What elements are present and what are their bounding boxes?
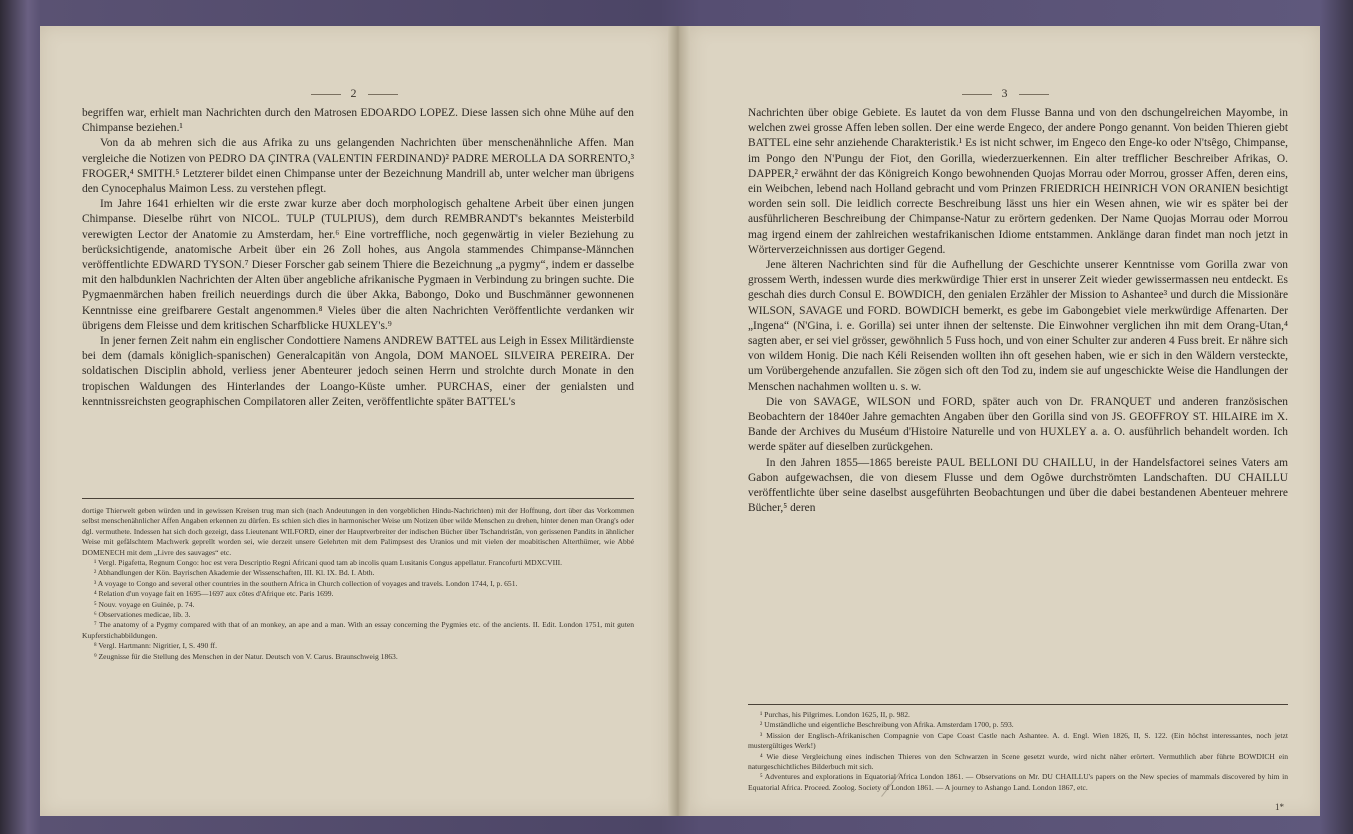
paragraph: In jener fernen Zeit nahm ein englischer Condottiere Namens ANDREW BATTEL aus Leigh in Essex Militärdienste bei dem (damals königlich-spanischen) Generalcapitän von Angola, DOM MANOEL SILVEIRA PEREIRA. Der soldatischen Disciplin abhold, verliess jener Abenteurer jedoch seinen Herrn und strolchte durch Monate in den tropischen Waldungen des Hinterlandes der Loango-Küste umher. PURCHAS, einer der genialsten und kenntnissreichsten geographischen Compilatoren aller Zeiten, veröffentlichte später BATTEL's — [82, 335, 634, 408]
footnote: ⁵ Adventures and explorations in Equatorial Africa London 1861. — Observations on Mr. DU CHAILLU's papers on the New species of mammals discovered by him in Equatorial Africa. Proceed. Zoolog. Society of London 1861. — A journey to Ashango Land. London 1867, etc. — [748, 772, 1288, 792]
right-footnotes — [748, 710, 1288, 793]
footnote: ³ Mission der Englisch-Afrikanischen Compagnie von Cape Coast Castle nach Ashantee. A. d. Engl. Wien 1826, II, S. 122. (Ein höchst interessantes, noch jetzt mustergültiges Werk!) — [748, 730, 1288, 751]
footnote: ⁴ Relation d'un voyage fait en 1695—1697 aux côtes d'Afrique etc. Paris 1699. — [94, 589, 334, 599]
paragraph: Die von SAVAGE, WILSON und FORD, später auch von Dr. FRANQUET und anderen französischen Beobachtern der 1840er Jahre gemachten Angaben über den Gorilla sind von JS. GEOFFROY ST. HILAIRE im X. Bande der Archives du Muséum d'Histoire Naturelle und von HUXLEY a. a. O. ausführlich behandelt worden. Ich werde später auf dieselben zurückgehen. — [748, 395, 1288, 454]
left-page — [40, 26, 668, 816]
paragraph: In den Jahren 1855—1865 bereiste PAUL BELLONI DU CHAILLU, in der Handelsfactorei seines Vaters am Gabon aufgewachsen, die von diesem Flusse und dem Ogôwe durchströmten Landschaften. DU CHAILLU veröffentlichte über seine daselbst ausgeführten Beobachtungen und über die dabei bestandenen Abenteuer mehrere Bücher,⁵ deren — [748, 456, 1288, 515]
right-body-text — [748, 106, 1288, 516]
page-number-left: 2 — [40, 86, 668, 101]
left-footnotes — [82, 506, 634, 662]
right-page — [690, 26, 1320, 816]
paragraph: Nachrichten über obige Gebiete. Es lautet da von dem Flusse Banna und von den dschungelreichen Mayombe, in welchen zwei grosse Affen leben sollen. Der eine werde Engeco, der andere Pongo genannt. Von beiden Thieren giebt BATTEL eine sehr anziehende Charakteristik.¹ Es ist nicht schwer, im Engeco den Enge-ko oder N'tsêgo, Chimpanse, im Pongo den N'Pungu der Fiot, den Gorilla, wiederzuerkennen. Ein alter trefflicher Beschreiber Afrikas, O. DAPPER,² erwähnt der das Königreich Kongo bewohnenden Quojas Morrau oder Morrou, grosser Affen, deren eins, ein Weibchen, lebend nach Holland gebracht und vom Prinzen FRIEDRICH HEINRICH VON ORANIEN besichtigt worden sein soll. Die leidlich correcte Beschreibung lässt uns hier ein Wesen ahnen, wie wir es später bei der ausführlicheren Beschreibung der Chimpanse-Natur zu erörtern gedenken. Der Name Quojas Morrau oder Morrou mag irgend einem der zahlreichen westafrikanischen Idiome entstammen. Anklänge daran findet man noch jetzt in Wörterverzeichnissen aus dortiger Gegend. — [748, 107, 1288, 256]
footnote: ⁷ The anatomy of a Pygmy compared with that of an monkey, an ape and a man. With an essay concerning the Pygmies etc. of the ancients. II. Edit. London 1751, mit guten Kupferstichabbildungen. — [82, 620, 634, 640]
footnote: ⁸ Vergl. Hartmann: Nigritier, I, S. 490 ff. — [94, 641, 217, 651]
footnote: ² Umständliche und eigentliche Beschreibung von Afrika. Amsterdam 1700, p. 593. — [760, 720, 1014, 730]
footnote: ² Abhandlungen der Kön. Bayrischen Akademie der Wissenschaften, III. Kl. IX. Bd. I. Abth. — [94, 568, 375, 578]
paragraph: Von da ab mehren sich die aus Afrika zu uns gelangenden Nachrichten über menschenähnliche Affen. Man vergleiche die Notizen von PEDRO DA ÇINTRA (VALENTIN FERDINAND)² PADRE MEROLLA DA SORRENTO,³ FROGER,⁴ SMITH.⁵ Letzterer bildet einen Chimpanse unter der Bezeichnung Mandrill ab, unter welcher man übrigens den Cynocephalus Maimon Less. zu verstehen pflegt. — [82, 137, 634, 196]
footnote: ³ A voyage to Congo and several other countries in the southern Africa in Church collection of voyages and travels. London 1744, I, p. 651. — [94, 578, 518, 588]
paragraph: Jene älteren Nachrichten sind für die Aufhellung der Geschichte unserer Kenntnisse vom Gorilla zwar von grossem Werth, indessen wurde dies merkwürdige Thier erst in unserer Zeit wieder gewissermassen neu entdeckt. Es geschah dies durch Consul E. BOWDICH, den genialen Erzähler der Mission to Ashantee³ und durch die Missionäre WILSON, SAVAGE und FORD. BOWDICH bemerkt, es gebe im Gabongebiet viele merkwürdige Affenarten. Der „Ingena“ (N'Gina, i. e. Gorilla) sei unter ihnen der seltenste. Die Einwohner verglichen ihn mit dem Orang-Utan,⁴ sagten aber, er sei viel grösser, gewöhnlich 5 Fuss hoch, und von einer Schulter zur anderen 4 Fuss breit. Er nähre sich von wildem Honig. Die nach Kéli Reisenden wollten ihn oft gesehen haben, wie er sich in den Wäldern versteckte, um Vorübergehende anzufallen. Sie zögen sich oft den Tod zu, indem sie auf ungeschickte Weise die Handlungen der Menschen nachahmen wollten u. s. w. — [748, 259, 1288, 393]
footnote: ⁴ Wie diese Vergleichung eines indischen Thieres von den Schwarzen in Scene gesetzt wurde, wird nicht näher erörtert. Vermuthlich aber führte BOWDICH ein naturgeschichtliches Bilderbuch mit sich. — [748, 751, 1288, 772]
footnote: dortige Thierwelt geben würden und in gewissen Kreisen trug man sich (nach Andeutungen in den vorgeblichen Hindu-Nachrichten) mit der Hoffnung, dort über das Vorkommen selbst menschenähnlicher Affen Angaben erkennen zu dürfen. Es schien sich dies in harmonischer Weise um Notizen über wilde Menschen zu drehen, hinter denen man Orang's oder dgl. vermuthete. Indessen hat sich doch gezeigt, dass Lieutenant WILFORD, einer der Hauptverbreiter der indischen Bücher über Tschandristân, von gerissenen Pandits in ähnlicher Weise mit gefälschtem Machwerk geprellt worden sei, wie derzeit unsere Gelehrten mit dem Palimpsest des Uranios und mit vielen der moabitischen Alterthümer, wie Abbé DOMENECH mit dem „Livre des sauvages“ etc. — [82, 506, 634, 557]
footnote: ¹ Vergl. Pigafetta, Regnum Congo: hoc est vera Descriptio Regni Africani quod tam ab incolis quam Lusitanis Congus appellatur. Francofurti MDXCVIII. — [94, 558, 563, 568]
paragraph: Im Jahre 1641 erhielten wir die erste zwar kurze aber doch morphologisch gehaltene Arbeit über einen jungen Chimpanse. Dieselbe rührt von NICOL. TULP (TULPIUS), dem durch REMBRANDT's bekanntes Meisterbild verewigten Lector der Anatomie zu Amsterdam, her.⁶ Eine vortreffliche, noch gegenwärtig in vieler Beziehung zu berücksichtigende, anatomische Arbeit über ein 26 Zoll hohes, aus Angola stammendes Chimpanse-Männchen veröffentlichte EDWARD TYSON.⁷ Dieser Forscher gab seinem Thiere die Bezeichnung „a pygmy“, indem er dasselbe mit den halbdunklen Nachrichten der Alten über angebliche afrikanische Pygmaen in Verbindung zu bringen suchte. Die Pygmaenmärchen haben freilich neuerdings durch die über Akka, Babongo, Doko und Buschmänner gewonnenen Kenntnisse eine greifbarere Gestalt angenommen.⁸ Vieles über die alten Nachrichten Veröffentlichte verdanken wir übrigens dem Fleisse und dem kritischen Scharfblicke HUXLEY's.⁹ — [82, 198, 634, 332]
page-number-right: 3 — [690, 86, 1320, 101]
paragraph: begriffen war, erhielt man Nachrichten durch den Matrosen EDOARDO LOPEZ. Diese lassen sich ohne Mühe auf den Chimpanse beziehen.¹ — [82, 107, 634, 135]
footnote: ⁶ Observationes medicae, lib. 3. — [94, 610, 191, 620]
footnote: ⁵ Nouv. voyage en Guinée, p. 74. — [94, 599, 195, 609]
footnote: ¹ Purchas, his Pilgrimes. London 1625, II, p. 982. — [760, 710, 910, 719]
footnote-rule — [82, 498, 634, 499]
book-gutter — [668, 26, 690, 816]
left-body-text — [82, 106, 634, 410]
footnote-rule — [748, 704, 1288, 705]
signature-mark: 1* — [1275, 802, 1284, 812]
footnote: ⁹ Zeugnisse für die Stellung des Menschen in der Natur. Deutsch von V. Carus. Braunschweig 1863. — [94, 651, 398, 661]
